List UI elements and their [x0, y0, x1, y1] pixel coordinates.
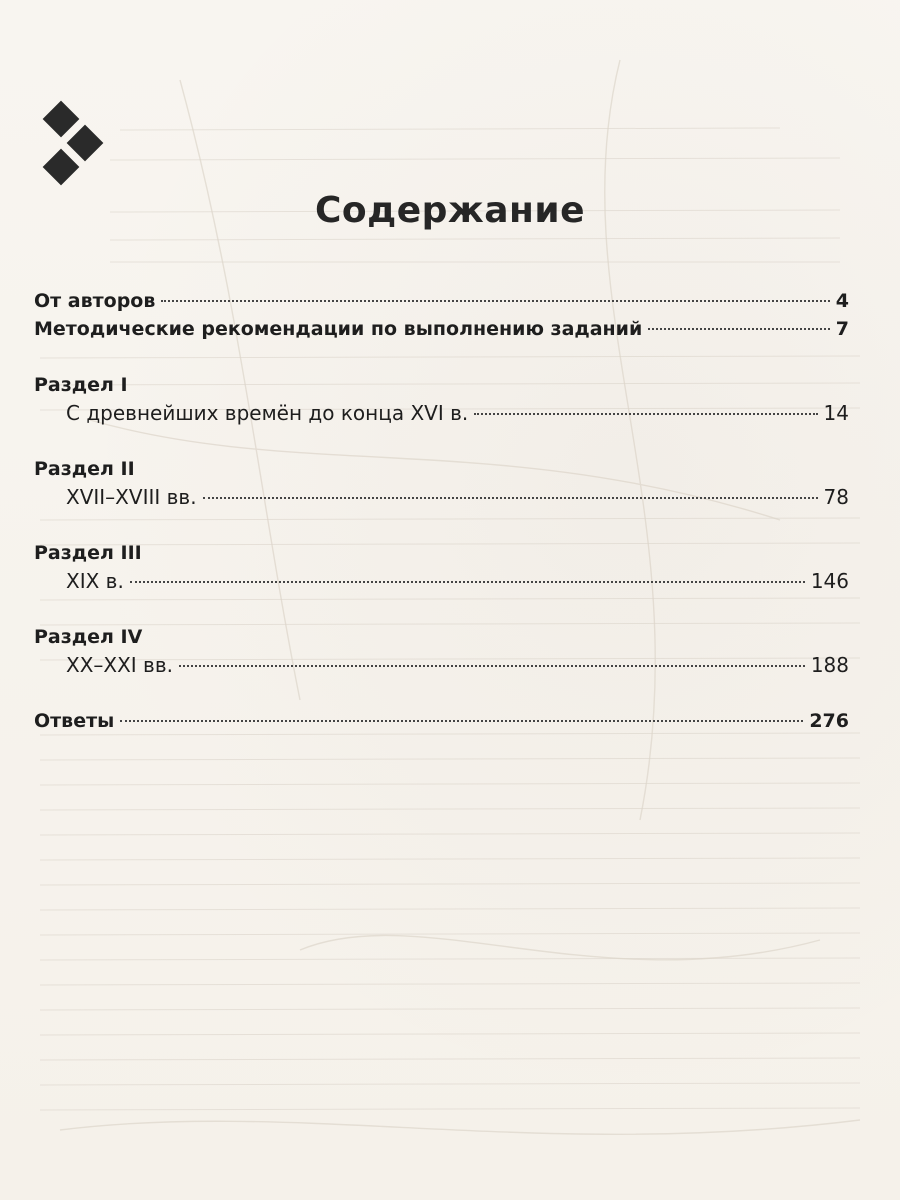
- toc-page-number: 78: [823, 485, 849, 509]
- section-heading-4: Раздел IV: [34, 626, 143, 648]
- toc-entry-label: XVII–XVIII вв.: [66, 485, 197, 509]
- diamond-logo-icon: [36, 96, 116, 186]
- toc-entry-section-4[interactable]: [34, 651, 849, 679]
- toc-entry-answers[interactable]: [34, 707, 849, 735]
- leader-dots: [203, 497, 818, 499]
- toc-entry-label: С древнейших времён до конца XVI в.: [66, 401, 469, 425]
- toc-page-number: 188: [810, 653, 849, 677]
- toc-entry-label: Методические рекомендации по выполнению заданий: [34, 318, 643, 340]
- section-heading-2: Раздел II: [34, 458, 135, 480]
- logo-diamond-right: [67, 125, 104, 162]
- section-heading-3: Раздел III: [34, 542, 142, 564]
- toc-page-number: 276: [809, 710, 849, 732]
- leader-dots: [130, 581, 805, 583]
- toc-entry-label: XIX в.: [66, 569, 124, 593]
- toc-entry-methodical[interactable]: [34, 315, 849, 343]
- toc-entry-from-authors[interactable]: [34, 287, 849, 315]
- logo-diamond-top: [43, 101, 80, 138]
- toc-entry-label: Ответы: [34, 710, 115, 732]
- toc-entry-label: От авторов: [34, 290, 156, 312]
- toc-entry-section-3[interactable]: [34, 567, 849, 595]
- leader-dots: [120, 720, 803, 722]
- toc-page-number: 146: [810, 569, 849, 593]
- toc-entry-section-1[interactable]: [34, 399, 849, 427]
- page-title: Содержание: [314, 190, 586, 231]
- toc-page-number: 7: [835, 318, 849, 340]
- leader-dots: [161, 300, 829, 302]
- table-of-contents: [34, 287, 849, 735]
- leader-dots: [648, 328, 829, 330]
- leader-dots: [179, 665, 805, 667]
- toc-entry-label: XX–XXI вв.: [66, 653, 173, 677]
- logo-diamond-bottom: [43, 149, 80, 186]
- leader-dots: [474, 413, 817, 415]
- toc-page-number: 14: [823, 401, 849, 425]
- section-heading-1: Раздел I: [34, 374, 128, 396]
- toc-page-number: 4: [835, 290, 849, 312]
- toc-entry-section-2[interactable]: [34, 483, 849, 511]
